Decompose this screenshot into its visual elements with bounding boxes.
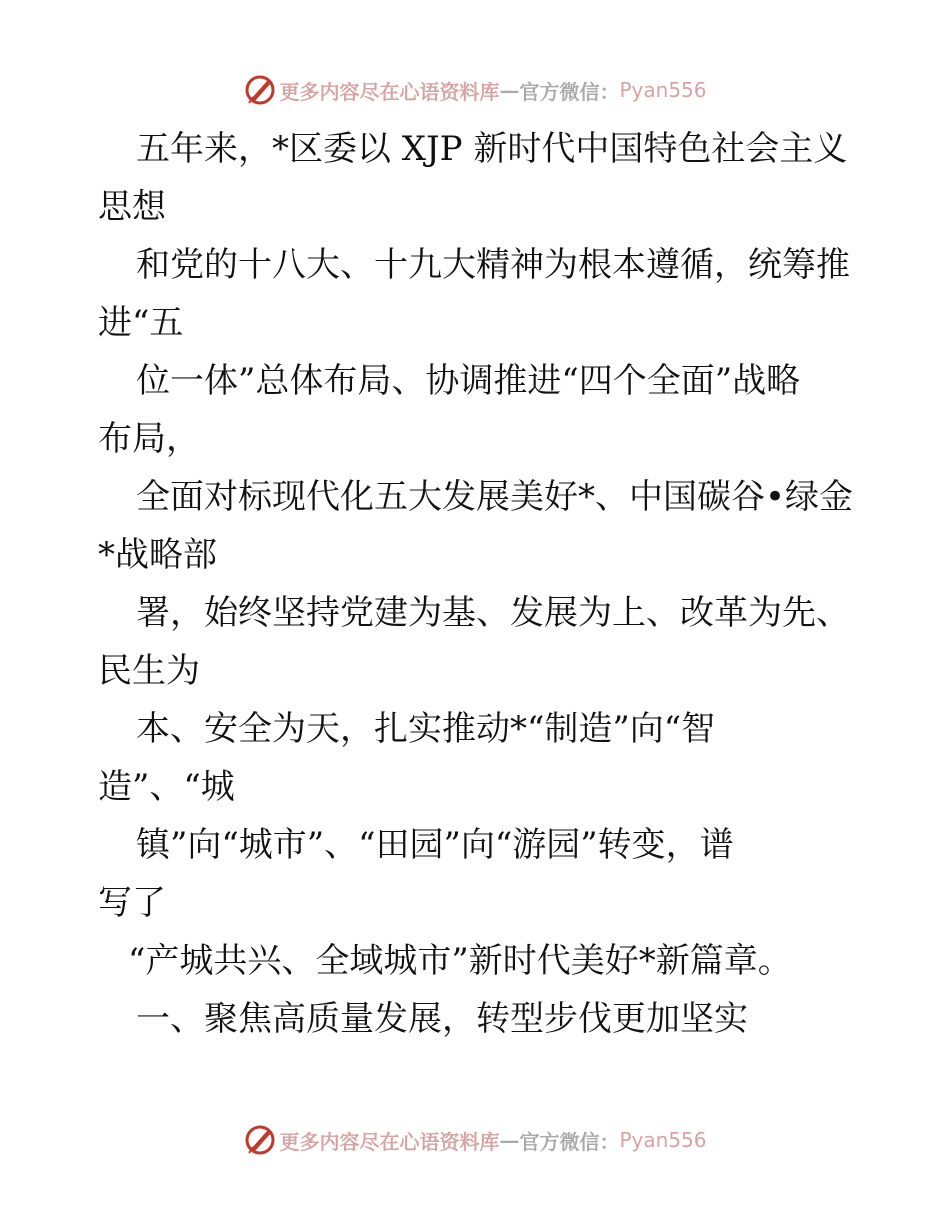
body-line: 五年来，*区委以 XJP 新时代中国特色社会主义 xyxy=(136,129,848,169)
body-line: 镇”向“城市”、“田园”向“游园”转变，谱 xyxy=(136,825,734,865)
body-line: 署，始终坚持党建为基、发展为上、改革为先、 xyxy=(136,593,850,633)
watermark-wechat-id: Pyan556 xyxy=(619,1128,707,1152)
watermark-dash: — xyxy=(499,78,520,102)
watermark-dash: — xyxy=(499,1128,520,1152)
body-line: 布局， xyxy=(98,419,200,459)
watermark-wechat-id: Pyan556 xyxy=(619,78,707,102)
watermark-site-text: 更多内容尽在心语资料库 xyxy=(279,1129,500,1154)
body-line: 全面对标现代化五大发展美好*、中国碳谷•绿金 xyxy=(136,477,854,517)
document-body xyxy=(98,120,858,1048)
watermark-wechat-label: 官方微信： xyxy=(519,1129,620,1154)
body-line: “产城共兴、全域城市”新时代美好*新篇章。 xyxy=(128,941,792,981)
watermark-wechat-label: 官方微信： xyxy=(519,79,620,104)
body-line: 造”、“城 xyxy=(98,767,235,807)
header-watermark xyxy=(0,70,950,110)
body-line: 民生为 xyxy=(98,651,200,691)
quill-logo-icon xyxy=(243,1123,277,1157)
footer-watermark xyxy=(0,1120,950,1160)
body-line: 思想 xyxy=(98,187,166,227)
body-line: *战略部 xyxy=(98,535,217,575)
body-line: 本、安全为天，扎实推动*“制造”向“智 xyxy=(136,709,716,749)
watermark-site-text: 更多内容尽在心语资料库 xyxy=(279,79,500,104)
body-line: 进“五 xyxy=(98,303,184,343)
quill-logo-icon xyxy=(243,73,277,107)
section-heading: 一、聚焦高质量发展，转型步伐更加坚实 xyxy=(136,999,748,1039)
body-line: 和党的十八大、十九大精神为根本遵循，统筹推 xyxy=(136,245,850,285)
body-line: 位一体”总体布局、协调推进“四个全面”战略 xyxy=(136,361,801,401)
body-line: 写了 xyxy=(98,883,166,923)
